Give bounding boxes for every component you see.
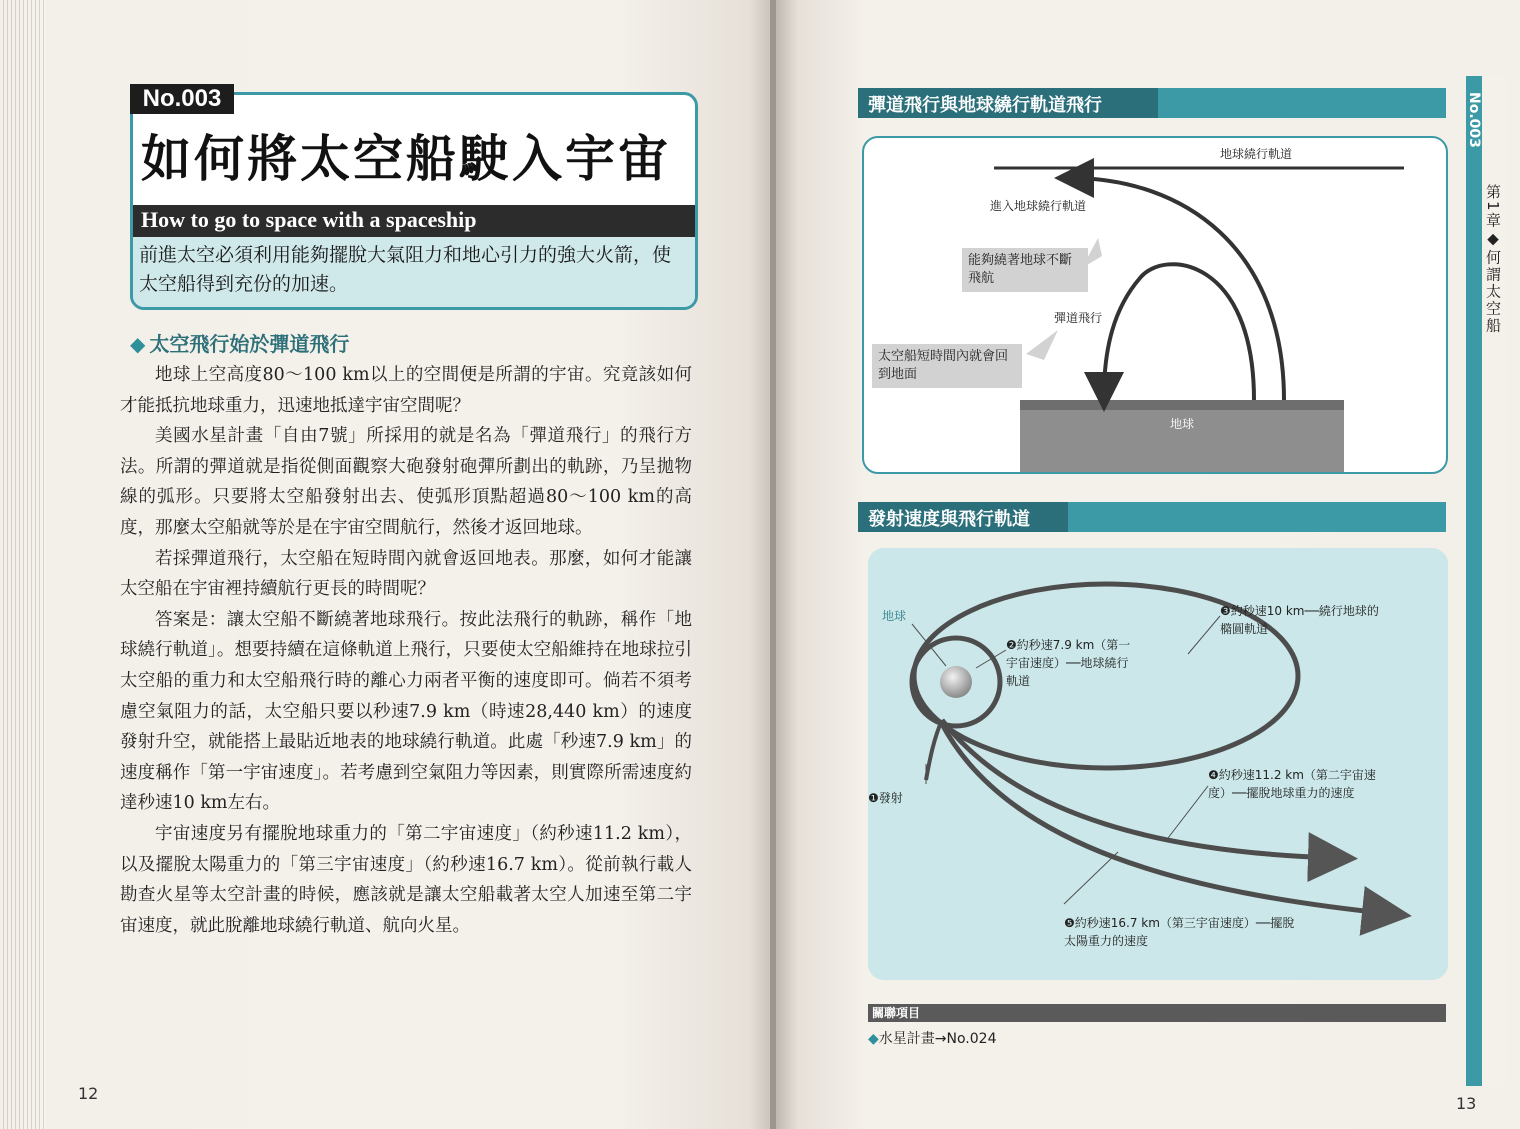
side-tab [1466,76,1506,1086]
lead-area [133,237,695,307]
paragraph: 答案是：讓太空船不斷繞著地球飛行。按此法飛行的軌跡，稱作「地球繞行軌道」。想要持續在這條軌道上飛行，只要使太空船維持在地球拉引太空船的重力和太空船飛行時的離心力兩者平衡的速度即可。倘若不須考慮空氣阻力的話，太空船只要以秒速7.9 km（時速28,440 km）的速度發射升空，就能搭上最貼近地表的地球繞行軌道。此處「秒速7.9 km」的速度稱作「第一宇宙速度」。若考慮到空氣阻力等因素，則實際所需速度約達秒速10 km左右。 [120,609,692,814]
diagram2-title: 發射速度與飛行軌道 [868,509,1030,530]
leader-line [1188,616,1220,654]
english-subtitle: How to go to space with a spaceship [141,207,477,232]
related-item [868,1028,996,1048]
right-page [776,0,1520,1129]
page-number-left: 12 [78,1084,99,1103]
label-second-cosmic-velocity: ❹約秒速11.2 km（第二宇宙速度）──擺脫地球重力的速度 [1208,768,1376,800]
ballistic-label: 彈道飛行 [1054,311,1103,325]
escape-trajectory-2 [942,724,1392,914]
enter-orbit-label: 進入地球繞行軌道 [990,199,1087,213]
diamond-icon: ◆ [130,332,146,356]
title-box [130,92,698,310]
subtitle-bar [133,205,695,237]
related-label: 關聯項目 [872,1006,921,1020]
diagram1-title: 彈道飛行與地球繞行軌道飛行 [868,95,1102,116]
side-tab-chapter: 第1章◆何謂太空船 [1484,184,1502,335]
label-third-cosmic-velocity: ❺約秒速16.7 km（第三宇宙速度）──擺脫太陽重力的速度 [1064,916,1295,948]
related-items-bar [868,1004,1446,1022]
diagram1-title-bar [858,88,1446,118]
orbit-label: 地球繞行軌道 [1220,147,1293,161]
ground [1020,400,1344,472]
paragraph: 地球上空高度80～100 km以上的空間便是所謂的宇宙。究竟該如何才能抵抗地球重力，迅速地抵達宇宙空間呢？ [120,365,692,416]
ballistic-diagram [862,136,1448,474]
launch-path [926,720,942,780]
launch-label: ❶發射 [868,791,903,805]
diamond-icon: ◆ [868,1031,879,1047]
ground-edge [1020,400,1344,410]
side-tab-number: No.003 [1466,92,1482,148]
body-text [120,360,692,941]
diagram2-title-bar [858,502,1446,532]
section-heading [130,328,349,357]
ballistic-diagram-svg [864,138,1446,472]
paragraph: 美國水星計畫「自由7號」所採用的就是名為「彈道飛行」的飛行方法。所謂的彈道就是指從側面觀察大砲發射砲彈所劃出的軌跡，乃呈拋物線的弧形。只要將太空船發射出去、使弧形頂點超過80～100 km的高度，那麼太空船就等於是在宇宙空間航行，然後才返回地球。 [120,426,692,538]
leader-line [1064,852,1118,904]
ballistic-arc-arrow [1104,264,1254,400]
paragraph: 宇宙速度另有擺脫地球重力的「第二宇宙速度」（約秒速11.2 km），以及擺脫太陽重力的「第三宇宙速度」（約秒速16.7 km）。從前執行載人勘查火星等太空計畫的時候，應該就是讓太空船載著太空人加速至第二宇宙速度，就此脫離地球繞行軌道、航向火星。 [120,823,692,936]
page-stack-edge [0,0,46,1129]
label-first-cosmic-velocity: ❷約秒速7.9 km（第一宇宙速度）──地球繞行軌道 [1006,638,1131,688]
page-number-right: 13 [1456,1094,1477,1113]
section-heading-text: 太空飛行始於彈道飛行 [149,332,350,356]
callout-return: 太空船短時間內就會回到地面 [872,344,1022,388]
earth-globe [940,666,972,698]
callout-circle: 能夠繞著地球不斷飛航 [962,248,1088,292]
orbit-diagram [868,548,1448,980]
earth-label: 地球 [1170,417,1195,431]
lead-text: 前進太空必須利用能夠擺脫大氣阻力和地心引力的強大火箭，使太空船得到充份的加速。 [139,244,672,295]
paragraph: 若採彈道飛行，太空船在短時間內就會返回地表。那麼，如何才能讓太空船在宇宙裡持續航行更長的時間呢？ [120,548,692,600]
earth-label: 地球 [882,609,907,623]
label-elliptical: ❸約秒速10 km──繞行地球的橢圓軌道 [1220,604,1379,636]
number-tag: No.003 [130,84,234,114]
page-title: 如何將太空船駛入宇宙 [141,130,671,188]
callout-pointer [1026,330,1058,360]
related-item-text: 水星計畫→No.024 [878,1031,997,1047]
leader-line [1168,786,1208,838]
